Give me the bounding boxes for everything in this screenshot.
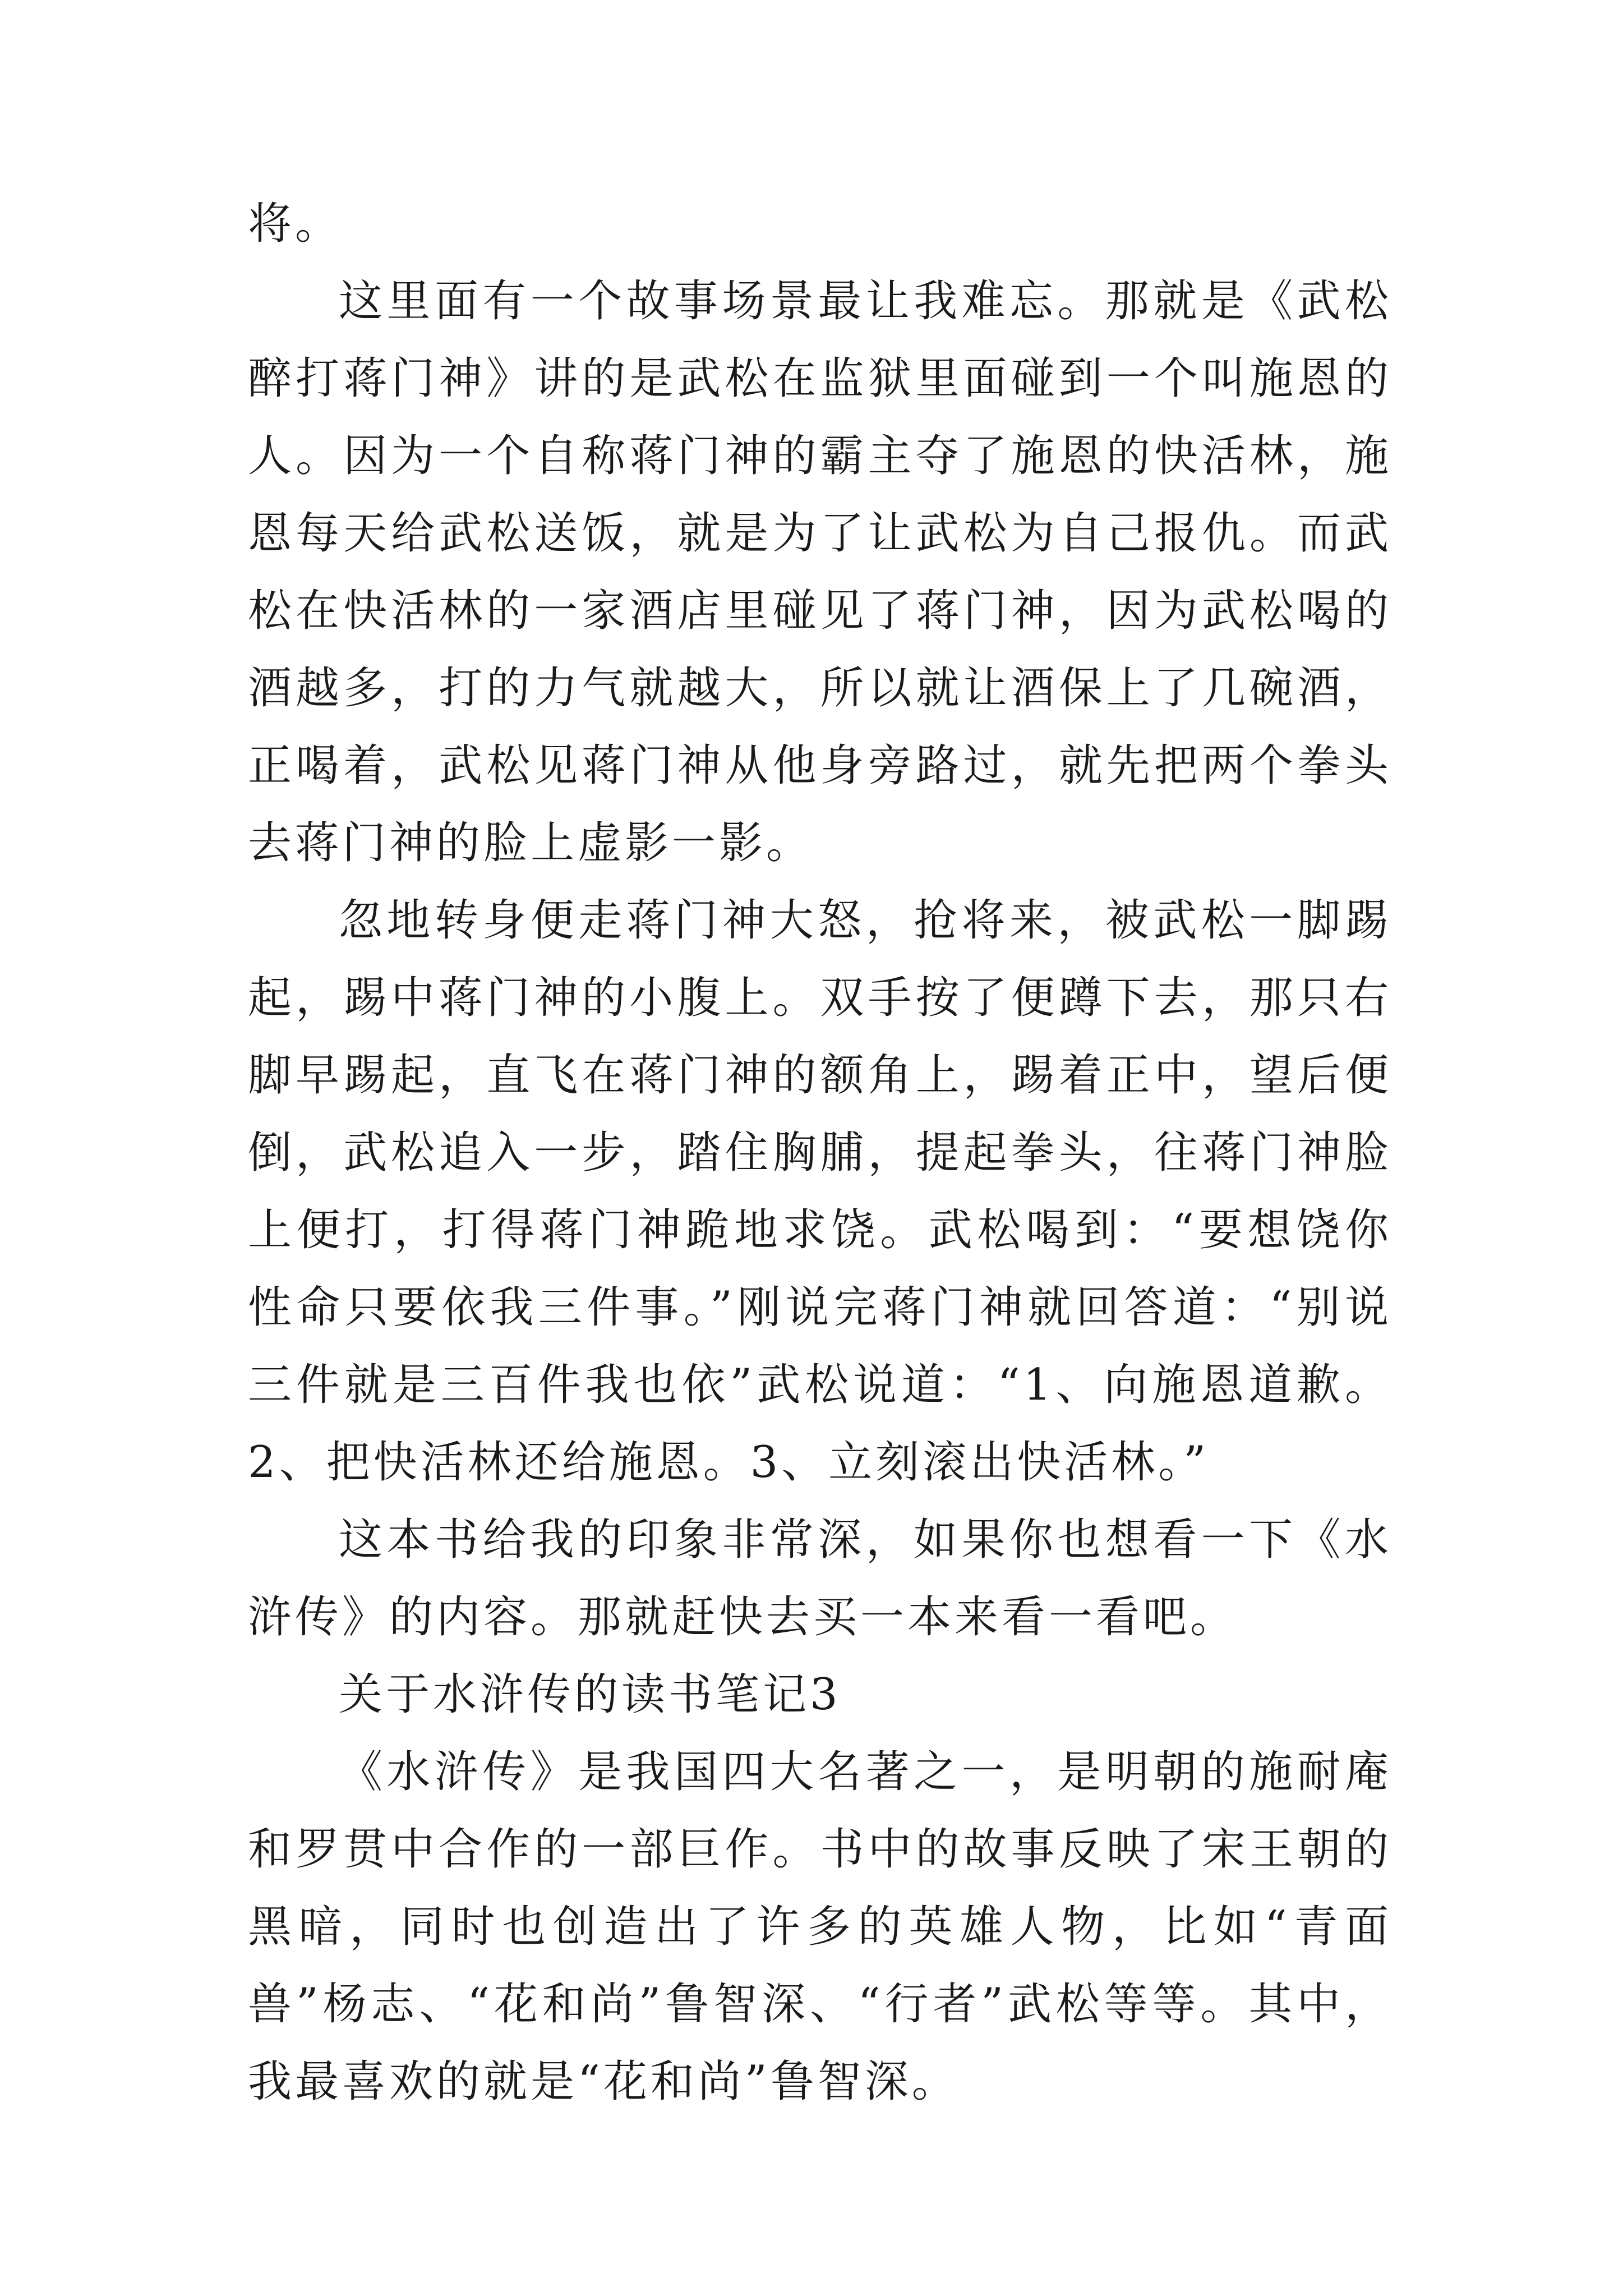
document-body [248, 185, 1392, 2120]
paragraph-continuation: 将。 [248, 199, 343, 249]
paragraph-jiangmenshen-story: 这里面有一个故事场景最让我难忘。那就是《武松醉打蒋门神》讲的是武松在监狱里面碰到一个叫施恩的人。因为一个自称蒋门神的霸主夺了施恩的快活林，施恩每天给武松送饭，就是为了让武松为自己报仇。而武松在快活林的一家酒店里碰见了蒋门神，因为武松喝的酒越多，打的力气就越大，所以就让酒保上了几碗酒，正喝着，武松见蒋门神从他身旁路过，就先把两个拳头去蒋门神的脸上虚影一影。 [248, 276, 1392, 868]
paragraph-shuihu-intro: 《水浒传》是我国四大名著之一，是明朝的施耐庵和罗贯中合作的一部巨作。书中的故事反映了宋王朝的黑暗，同时也创造出了许多的英雄人物，比如“青面兽”杨志、“花和尚”鲁智深、“行者”武松等等。其中，我最喜欢的就是“花和尚”鲁智深。 [248, 1747, 1392, 2107]
section-heading: 关于水浒传的读书笔记3 [339, 1669, 841, 1720]
paragraph-fight-scene: 忽地转身便走蒋门神大怒，抢将来，被武松一脚踢起，踢中蒋门神的小腹上。双手按了便蹲下去，那只右脚早踢起，直飞在蒋门神的额角上，踢着正中，望后便倒，武松追入一步，踏住胸脯，提起拳头，往蒋门神脸上便打，打得蒋门神跪地求饶。武松喝到：“要想饶你性命只要依我三件事。”刚说完蒋门神就回答道：“别说三件就是三百件我也依”武松说道：“1、向施恩道歉。2、把快活林还给施恩。3、立刻滚出快活林。” [248, 895, 1392, 1488]
paragraph-recommendation: 这本书给我的印象非常深，如果你也想看一下《水浒传》的内容。那就赶快去买一本来看一看吧。 [248, 1515, 1392, 1642]
